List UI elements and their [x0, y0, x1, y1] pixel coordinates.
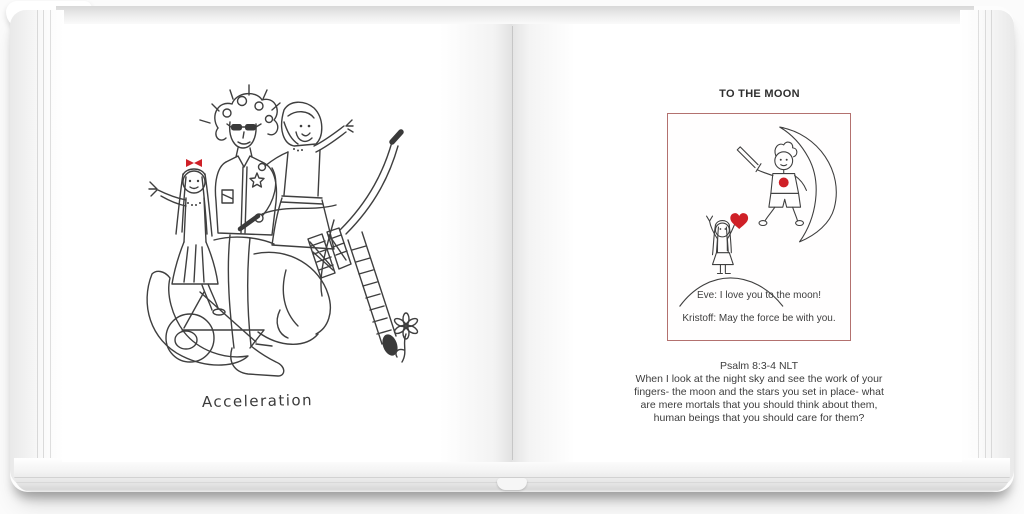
- page-edges-top: [56, 6, 974, 26]
- verse-line: are mere mortals that you should think about them,: [640, 398, 878, 411]
- bible-verse: [589, 360, 929, 425]
- girl-with-heart-figure: [707, 213, 749, 273]
- handlebar: [340, 132, 401, 234]
- mom-hand: [346, 120, 353, 132]
- right-page-title: TO THE MOON: [719, 88, 800, 100]
- exhaust-tip: [380, 332, 401, 357]
- handle-grip: [240, 216, 258, 229]
- hair-bow-icon: [186, 159, 202, 167]
- verse-line: human beings that you should care for them?: [653, 411, 865, 424]
- moon-panel: [667, 113, 851, 341]
- flower-doodle: [393, 313, 419, 362]
- sword: [737, 147, 758, 168]
- spine-notch: [497, 478, 527, 490]
- motorcycle-doodle: [147, 132, 401, 365]
- sun-rays-doodle: [200, 85, 280, 123]
- panel-caption-kristoff: Kristoff: May the force be with you.: [682, 313, 836, 324]
- chopper-fork: [348, 232, 400, 358]
- left-page-caption: Acceleration: [201, 391, 314, 411]
- boy-with-sword-figure: [737, 142, 806, 225]
- dad-boot: [231, 346, 284, 376]
- verse-reference: Psalm 8:3-4 NLT: [720, 360, 798, 372]
- little-girl-figure: [149, 159, 225, 315]
- police-star-badge-icon: [250, 173, 264, 187]
- book-gutter: [512, 26, 513, 460]
- moon-panel-illustration: [668, 114, 850, 340]
- shirt-pocket: [222, 190, 233, 203]
- page-edges-left: [10, 10, 64, 486]
- shirt-emblem: [779, 178, 789, 188]
- front-fender: [147, 271, 248, 365]
- panel-caption-eve: Eve: I love you to the moon!: [697, 290, 821, 301]
- heart-icon: [730, 213, 748, 229]
- frame: [182, 292, 272, 348]
- verse-line: fingers- the moon and the stars you set in place- what: [634, 385, 884, 398]
- rock-on-hand: [149, 182, 157, 196]
- page-edges-right: [960, 10, 1014, 486]
- family-motorcycle-illustration: [138, 82, 422, 390]
- verse-line: When I look at the night sky and see the work of your: [635, 372, 883, 385]
